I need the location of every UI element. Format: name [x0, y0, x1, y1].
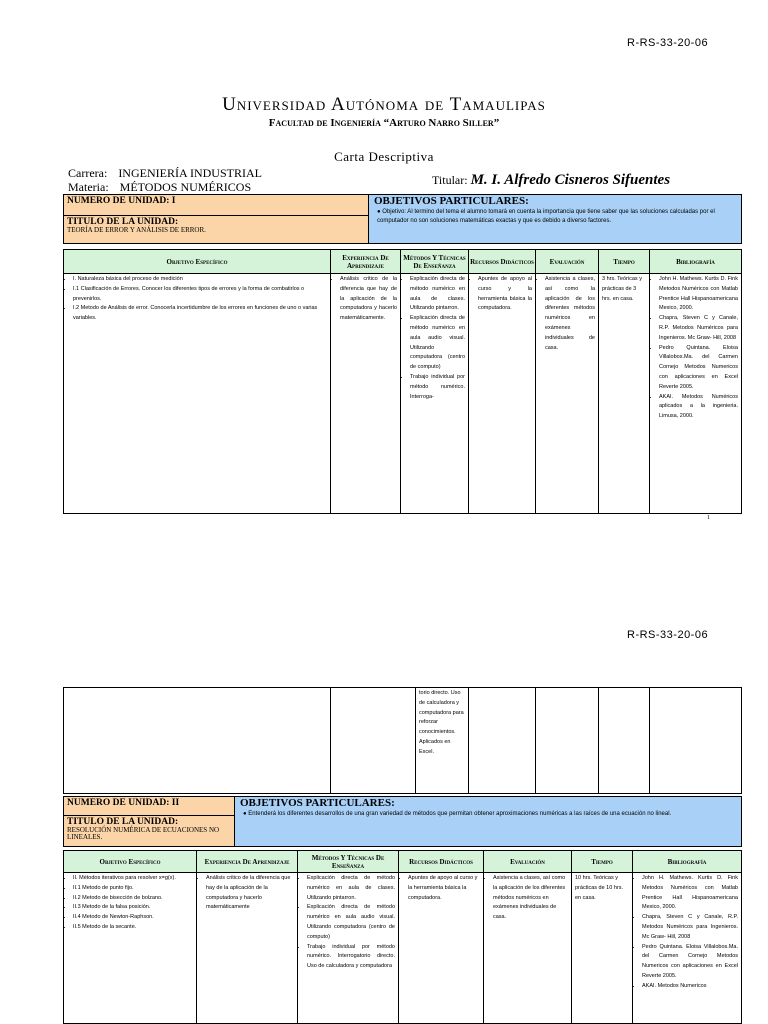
- unit-2-objetivo-cell: [63, 872, 197, 1024]
- unit-number: NUMERO DE UNIDAD: I: [67, 196, 176, 206]
- header-recursos: Recursos Didácticos: [468, 249, 536, 274]
- objetivo-item: • I.1 Clasificación de Errores. Conocer los diferentes tipos de errores y la forma de combatirlos o prevenirlos.: [73, 285, 327, 305]
- metodo-item: • Trabajo individual por método numérico. Interrogatorio directo. Uso de calculadora y computadora: [307, 943, 395, 972]
- objetivo-cell: [63, 273, 331, 514]
- page-number: 1: [707, 515, 710, 521]
- header-bibliografia: Bibliografía: [649, 249, 742, 274]
- carrera-label: Carrera:: [68, 166, 108, 180]
- faculty-title: Facultad de Ingeniería “Arturo Narro Siller”: [268, 117, 500, 129]
- document-code-page-2: R-RS-33-20-06: [627, 629, 709, 641]
- document-title: Carta Descriptiva: [334, 149, 434, 164]
- titular-signature: M. I. Alfredo Cisneros Sifuentes: [470, 172, 671, 188]
- header-2-objetivo: Objetivo Específico: [63, 850, 197, 873]
- bibliografia-item: • Chapra, Steven C y Canale, R.P. Metodos Numéricos para Ingenieros. Mc Graw- Hill, 2008: [659, 314, 738, 343]
- bibliografia-cell: [649, 273, 742, 514]
- unit-2-objectives-box: [234, 796, 742, 847]
- unit-2-experiencia-cell: [196, 872, 298, 1024]
- objetivo-item: • II.3 Metodo de la falsa posición.: [73, 903, 193, 913]
- unit-2-metodos-cell: [297, 872, 399, 1024]
- objetivo-item: • II. Métodos iterativos para resolver x=g(x).: [73, 874, 193, 884]
- unit-2-title: RESOLUCIÓN NUMÉRICA DE ECUACIONES NO LINEALES.: [67, 826, 220, 841]
- metodos-cell: [400, 273, 469, 514]
- objectives-box: [368, 194, 742, 244]
- header-2-metodos: Métodos Y Técnicas De Enseñanza: [297, 850, 399, 873]
- unit-2-recursos-text: • Apuntes de apoyo al curso y la herramienta básica la computadora.: [408, 874, 480, 903]
- continuation-experiencia-cell: [330, 687, 416, 794]
- titular-label: Titular:: [432, 173, 468, 187]
- unit-number-box: [63, 194, 369, 216]
- titular-line: [432, 172, 670, 189]
- unit-2-recursos-cell: [398, 872, 484, 1024]
- tiempo-text: 3 hrs. Teóricas y prácticas de 3 hrs. en casa.: [602, 276, 642, 302]
- carrera-value: INGENIERÍA INDUSTRIAL: [118, 166, 262, 180]
- continuation-metodos-cell: [415, 687, 469, 794]
- unit-title: TEORÍA DE ERROR Y ANÁLISIS DE ERROR.: [67, 226, 206, 234]
- unit-title-label: TITULO DE LA UNIDAD:: [67, 217, 179, 227]
- objetivo-item: • II.5 Metodo de la secante.: [73, 923, 193, 933]
- unit-2-tiempo-cell: [571, 872, 633, 1024]
- continuation-recursos-cell: [468, 687, 536, 794]
- unit-2-experiencia-text: • Análisis critico de la diferencia que hay de la aplicación de la computadora y hacerlo matemáticamente: [206, 874, 294, 913]
- continuation-objetivo-cell: [63, 687, 331, 794]
- continuation-bibliografia-cell: [649, 687, 742, 794]
- unit-2-bibliografia-cell: [632, 872, 742, 1024]
- metodo-item: • Explicación directa de método numérico en aula audio visual. Utilizando computadora (centro de computo): [410, 314, 465, 373]
- bibliografia-item: • AKAI. Metodos Numericos: [642, 982, 738, 992]
- bibliografia-item: • John H. Mathews. Kurtis D. Fink Metodos Numéricos con Matlab Prentice Hall Hispanoamericana Mexico, 2000.: [642, 874, 738, 913]
- header-tiempo: Tiempo: [598, 249, 650, 274]
- continuation-evaluacion-cell: [535, 687, 599, 794]
- evaluacion-text: • Asistencia a clases, así como la aplicación de los diferentes métodos numéricos en exámenes individuales de casa.: [545, 275, 595, 353]
- unit-2-title-box: [63, 815, 235, 847]
- metodo-item: • Explicación directa de método numérico en aula audio visual. Utilizando computadora (centro de computo): [307, 903, 395, 942]
- header-metodos: Métodos Y Técnicas De Enseñanza: [400, 249, 469, 274]
- header-2-experiencia: Experiencia De Aprendizaje: [196, 850, 298, 873]
- metodo-item: • Trabajo individual por método numérico. Interroga-: [410, 373, 465, 402]
- unit-2-objectives-label: OBJETIVOS PARTICULARES:: [240, 797, 395, 809]
- bibliografia-item: • Chapra, Steven C y Canale, R.P. Metodos Numéricos para Ingenieros. Mc Graw- Hill, 2008: [642, 913, 738, 942]
- header-experiencia: Experiencia De Aprendizaje: [330, 249, 401, 274]
- tiempo-cell: [598, 273, 650, 514]
- materia-label: Materia:: [68, 180, 109, 194]
- objetivo-item: • I.2 Metodo de Análisis de error. Conocerla incertidumbre de los errores en funciones de uno o varias variables.: [73, 304, 327, 324]
- objetivo-item: • II.2 Metodo de bisección de bolzano.: [73, 894, 193, 904]
- materia-line: [68, 181, 251, 194]
- header-2-tiempo: Tiempo: [571, 850, 633, 873]
- header-2-bibliografia: Bibliografía: [632, 850, 742, 873]
- objetivo-item: • I. Naturaleza básica del proceso de medición: [73, 275, 327, 285]
- unit-2-title-label: TITULO DE LA UNIDAD:: [67, 817, 179, 827]
- header-evaluacion: Evaluación: [535, 249, 599, 274]
- document-code: R-RS-33-20-06: [627, 37, 709, 49]
- bibliografia-item: • John H. Mathews. Kurtis D. Fink Metodos Numéricos con Matlab Prentice Hall Hispanoamericana Mexico, 2000.: [659, 275, 738, 314]
- objetivo-item: • II.4 Metodo de Newton-Raphson.: [73, 913, 193, 923]
- unit-2-tiempo-text: 10 hrs. Teóricas y prácticas de 10 hrs. en casa.: [575, 875, 623, 901]
- header-objetivo: Objetivo Específico: [63, 249, 331, 274]
- unit-2-number: NUMERO DE UNIDAD: II: [67, 798, 180, 808]
- objectives-label: OBJETIVOS PARTICULARES:: [374, 195, 529, 207]
- continuation-tiempo-cell: [598, 687, 650, 794]
- objetivo-item: • II.1 Metodo de punto fijo.: [73, 884, 193, 894]
- bibliografia-item: • AKAI. Metodos Numéricos aplicados a la ingenieria. Limusa, 2000.: [659, 393, 738, 422]
- objectives-text: ● Objetivo: Al termino del tema el alumno tomará en cuenta la importancia que tiene saber que las soluciones calculadas por el computador no son soluciones matemáticas exactas y que es debido a diverso factores.: [377, 209, 715, 224]
- unit-2-evaluacion-cell: [483, 872, 572, 1024]
- recursos-cell: [468, 273, 536, 514]
- carrera-line: [68, 167, 262, 180]
- unit-2-evaluacion-text: • Asistencia a clases, así como la aplicación de los diferentes métodos numéricos en exámenes individuales de casa.: [493, 874, 568, 923]
- experiencia-text: • Análisis critico de la diferencia que hay de la aplicación de la computadora y hacerlo matemáticamente.: [340, 275, 397, 324]
- bibliografia-item: • Pedro Quintana. Eloisa Villalobos.Ma. del Carmen Cornejo Metodos Numericos con aplicaciones en Excel Reverte 2005.: [642, 943, 738, 982]
- materia-value: MÉTODOS NUMÉRICOS: [119, 180, 252, 194]
- metodo-item: • Explicación directa de método numérico en aula de clases. Utilizando pintarron.: [307, 874, 395, 903]
- recursos-text: • Apuntes de apoyo al curso y la herramienta básica la computadora.: [478, 275, 532, 314]
- header-2-evaluacion: Evaluación: [483, 850, 572, 873]
- university-title: Universidad Autónoma de Tamaulipas: [222, 94, 546, 115]
- unit-2-table: [63, 687, 742, 1024]
- unit-2-number-box: [63, 796, 235, 816]
- header-2-recursos: Recursos Didácticos: [398, 850, 484, 873]
- continuation-metodos-text: torio directo. Uso de calculadora y computadora para reforzar conocimientos. Aplicados en Excel.: [419, 690, 464, 755]
- unit-2-objectives-text: ● Entenderá los diferentes desarrollos de una gran variedad de métodos que permitan obtener aproximaciones numéricas a las raíces de una ecuación no lineal.: [243, 811, 672, 817]
- unit-1-table: [63, 194, 742, 514]
- metodo-item: • Explicación directa de método numérico en aula de clases. Utilizando pintarron.: [410, 275, 465, 314]
- bibliografia-item: • Pedro Quintana. Eloisa Villalobos.Ma. del Carmen Cornejo Metodos Numericos con aplicaciones en Excel Reverte 2005.: [659, 344, 738, 393]
- experiencia-cell: [330, 273, 401, 514]
- evaluacion-cell: [535, 273, 599, 514]
- unit-title-box: [63, 215, 369, 244]
